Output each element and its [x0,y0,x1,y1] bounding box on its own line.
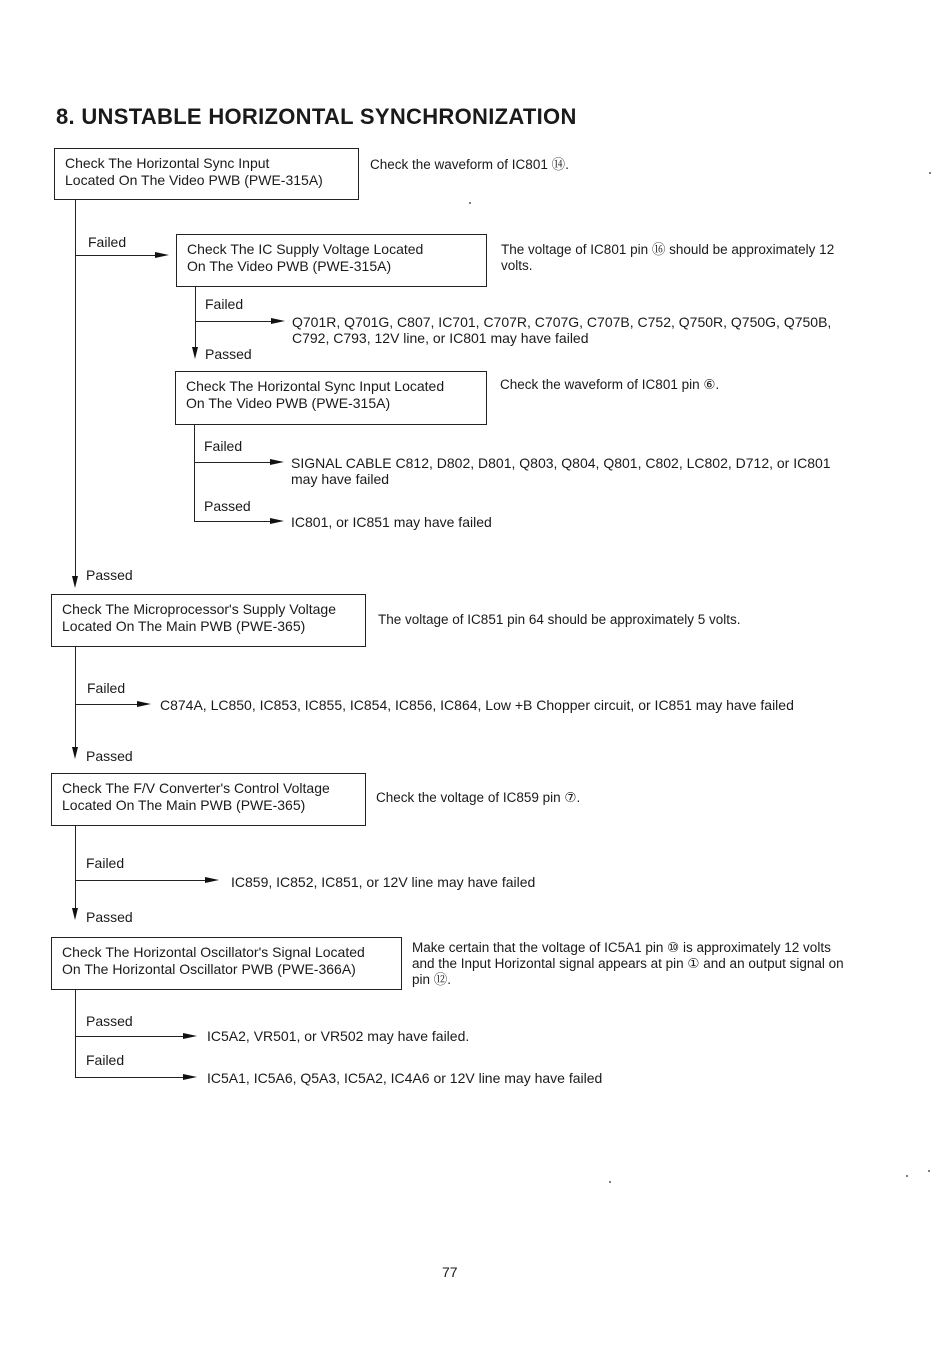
box-line-2: Located On The Main PWB (PWE-365) [62,797,306,813]
scan-speck [929,172,931,174]
box-line-2: Located On The Video PWB (PWE-315A) [65,172,323,188]
result-fv-converter-failed: IC859, IC852, IC851, or 12V line may have failed [231,874,536,890]
label-passed: Passed [204,498,251,514]
box-line-2: On The Video PWB (PWE-315A) [186,395,391,411]
label-passed: Passed [205,346,252,362]
flow-line-passed [194,521,274,522]
result-oscillator-failed: IC5A1, IC5A6, Q5A3, IC5A2, IC4A6 or 12V line may have failed [207,1070,603,1086]
box-line-2: On The Video PWB (PWE-315A) [187,258,392,274]
box-line-2: Located On The Main PWB (PWE-365) [62,618,306,634]
flow-line-failed [195,321,275,322]
note-ic801-pin16-voltage: The voltage of IC801 pin ⑯ should be approximately 12 volts. [501,242,835,273]
note-ic859-pin7-voltage: Check the voltage of IC859 pin ⑦. [376,790,581,805]
flow-line-main [75,826,76,908]
note-waveform-ic801: Check the waveform of IC801 ⑭. [370,157,569,172]
section-title: 8. UNSTABLE HORIZONTAL SYNCHRONIZATION [56,104,577,129]
result-microprocessor-failed: C874A, LC850, IC853, IC855, IC854, IC856, IC864, Low +B Chopper circuit, or IC851 may have failed [160,697,794,713]
note-ic851-pin64-voltage: The voltage of IC851 pin 64 should be approximately 5 volts. [378,612,741,627]
box-line-1: Check The Horizontal Sync Input Located [186,378,445,394]
flow-line-main [75,200,76,576]
label-passed: Passed [86,909,133,925]
arrow-right-icon [137,701,151,707]
arrow-right-icon [205,877,219,883]
arrow-right-icon [183,1033,197,1039]
arrow-down-icon [72,576,78,588]
box-line-1: Check The Microprocessor's Supply Voltage [62,601,336,617]
scan-speck [906,1175,908,1177]
label-passed: Passed [86,1013,133,1029]
note-waveform-ic801-pin6: Check the waveform of IC801 pin ⑥. [500,377,720,392]
box-line-1: Check The F/V Converter's Control Voltage [62,780,330,796]
flow-line-step2 [195,287,196,347]
label-failed: Failed [204,438,243,454]
box-line-1: Check The Horizontal Sync Input [65,155,270,171]
result-oscillator-passed: IC5A2, VR501, or VR502 may have failed. [207,1028,470,1044]
flow-line-failed [75,704,145,705]
flow-line-failed [75,880,211,881]
flow-line-passed [75,1036,187,1037]
arrow-right-icon [183,1074,197,1080]
label-passed: Passed [86,748,133,764]
label-failed: Failed [86,855,125,871]
scan-speck [609,1181,611,1183]
arrow-right-icon [155,252,169,258]
flow-line-failed [75,1077,187,1078]
label-failed: Failed [87,680,126,696]
arrow-down-icon [72,747,78,759]
arrow-right-icon [271,318,285,324]
flow-line-main [75,647,76,747]
page-number: 77 [442,1264,458,1280]
arrow-down-icon [192,347,198,359]
flow-line-failed [75,255,163,256]
result-ic-supply-failed: Q701R, Q701G, C807, IC701, C707R, C707G, C707B, C752, Q750R, Q750G, Q750B, C792, C793, 12V line, or IC801 may have failed [292,314,832,346]
arrow-down-icon [72,908,78,920]
check-box-microprocessor-supply [51,594,366,647]
result-sync-input-failed: SIGNAL CABLE C812, D802, D801, Q803, Q804, Q801, C802, LC802, D712, or IC801 may have failed [291,455,831,487]
arrow-right-icon [270,459,284,465]
label-failed: Failed [86,1052,125,1068]
check-box-horizontal-sync-input [54,148,359,200]
check-box-horizontal-oscillator [51,937,402,990]
box-line-1: Check The Horizontal Oscillator's Signal Located [62,944,365,960]
check-box-sync-input-located [175,371,487,425]
label-passed: Passed [86,567,133,583]
scan-speck [469,202,471,204]
flow-line-failed [194,462,274,463]
check-box-ic-supply-voltage [176,234,487,287]
flow-line-step3 [194,425,195,521]
scan-speck [928,1170,930,1172]
box-line-1: Check The IC Supply Voltage Located [187,241,424,257]
arrow-right-icon [270,518,284,524]
label-failed: Failed [205,296,244,312]
box-line-2: On The Horizontal Oscillator PWB (PWE-366A) [62,961,356,977]
result-sync-input-passed: IC801, or IC851 may have failed [291,514,492,530]
flow-line-step6 [75,990,76,1077]
check-box-fv-converter [51,773,366,826]
label-failed: Failed [88,234,127,250]
note-ic5a1-signal: Make certain that the voltage of IC5A1 pin ⑩ is approximately 12 volts and the Input Horizontal signal appears at pin ① and an output signal on pin ⑫. [412,940,844,987]
